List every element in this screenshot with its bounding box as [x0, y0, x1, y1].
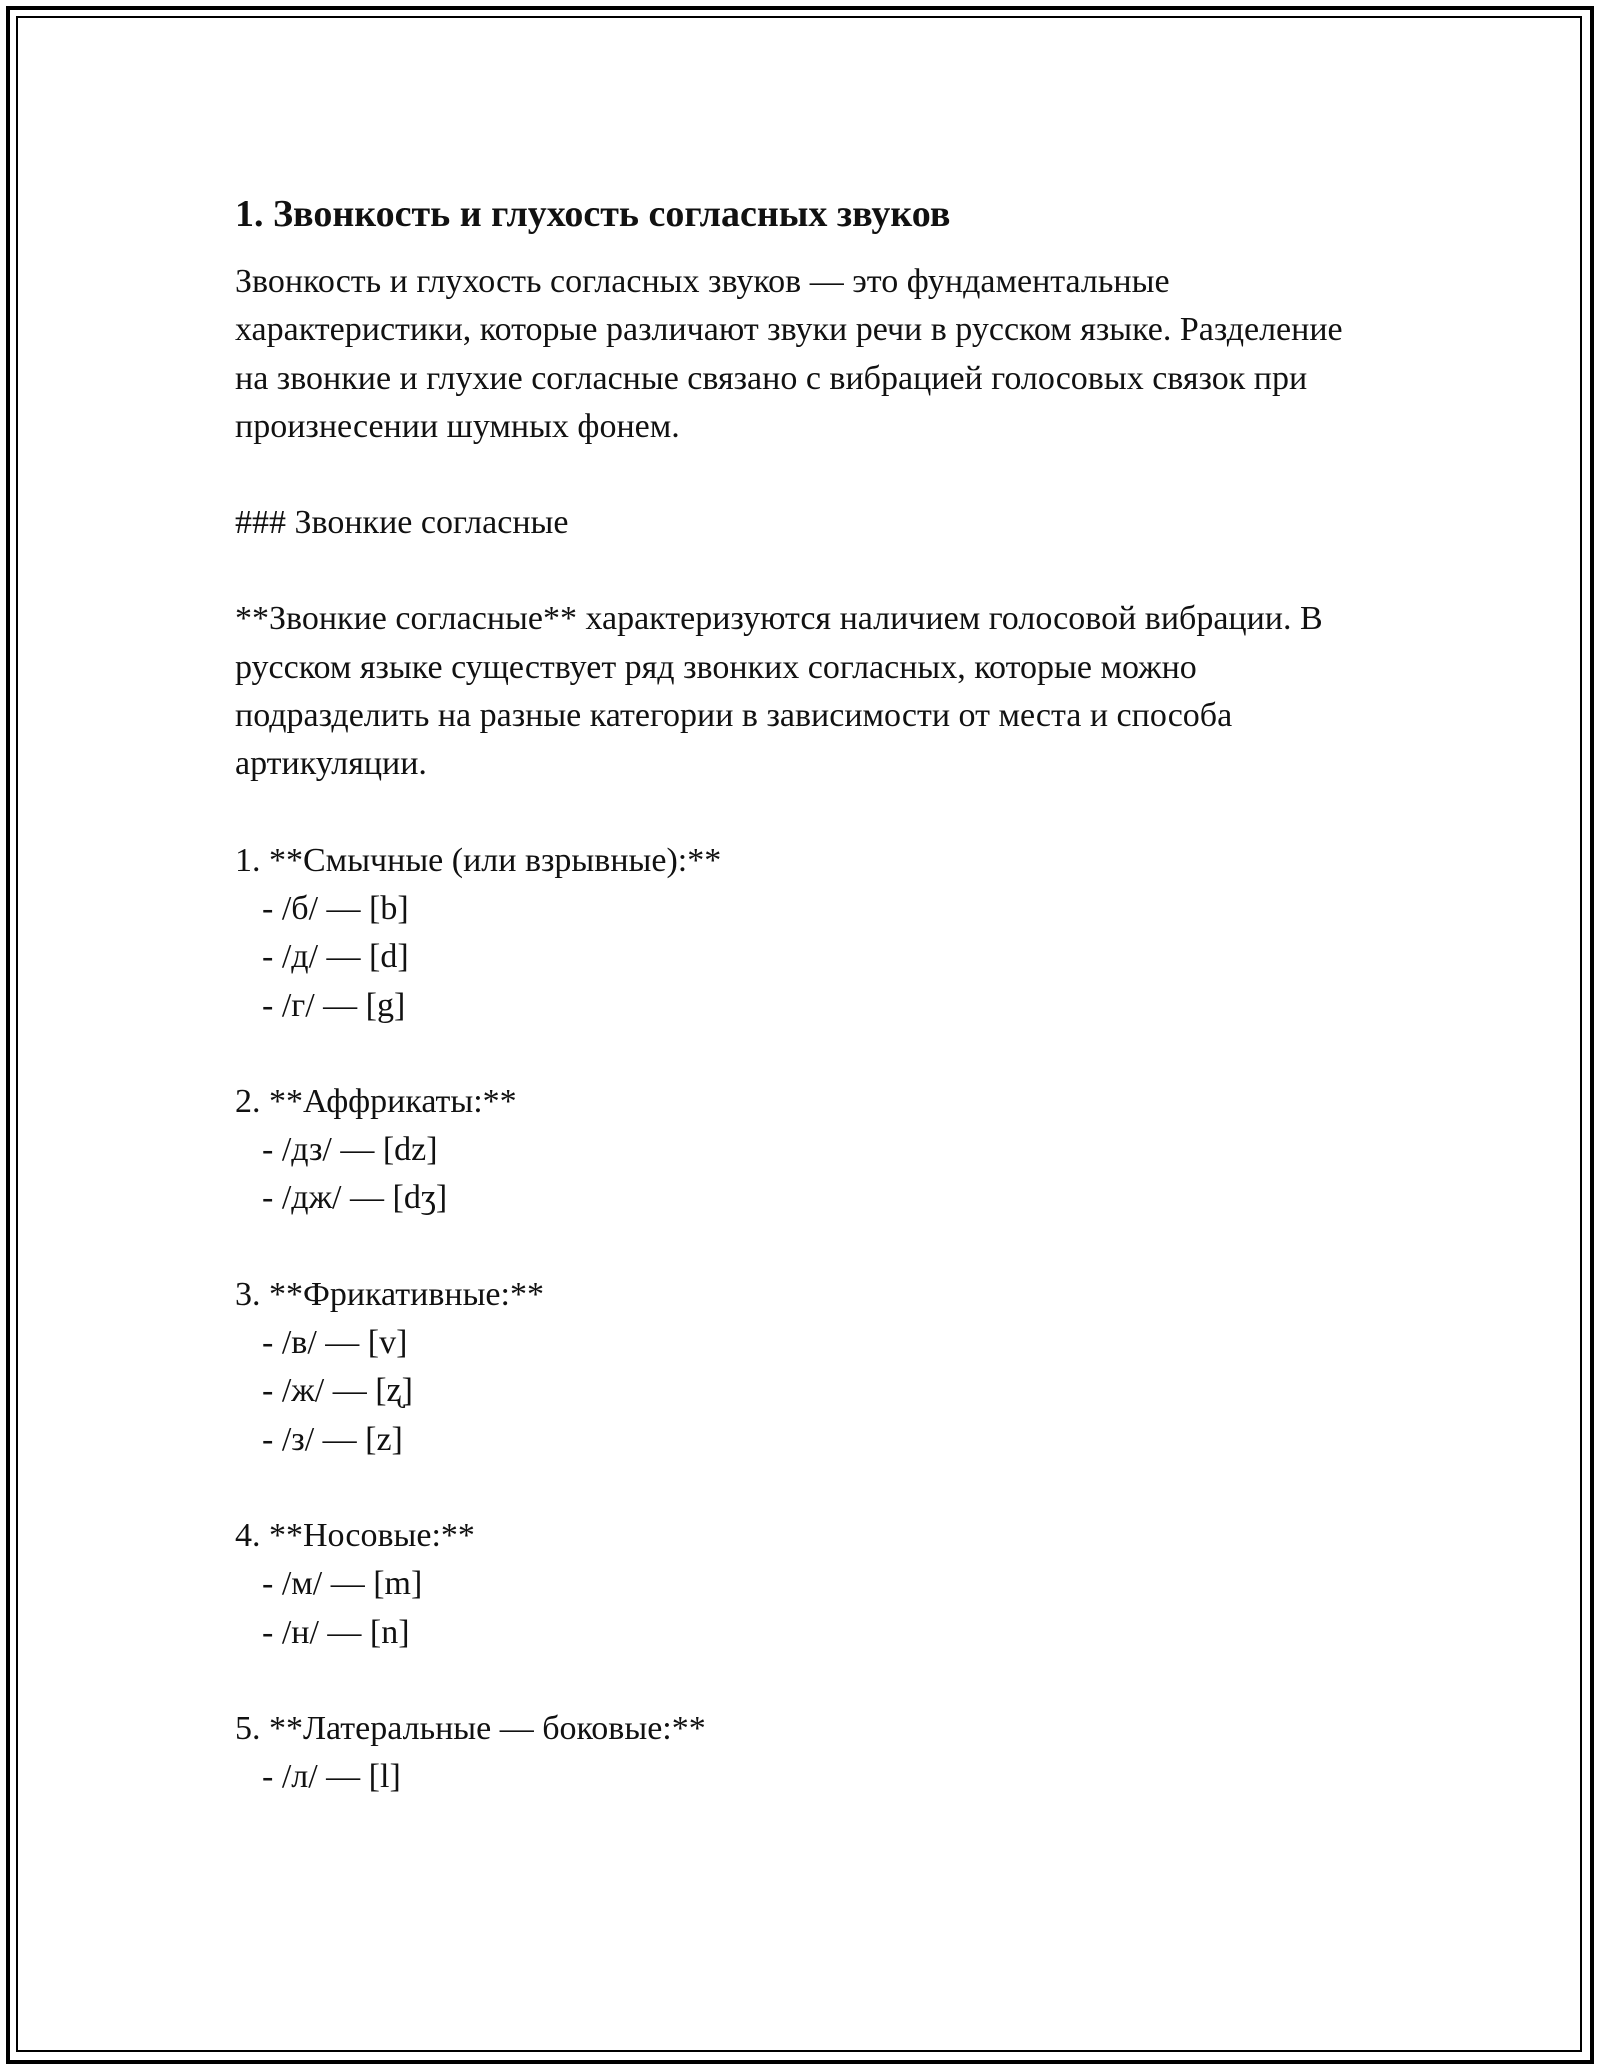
list-item: - /м/ — [m]	[262, 1565, 423, 1603]
list-item: - /н/ — [n]	[262, 1613, 410, 1651]
list-item: - /з/ — [z]	[262, 1420, 403, 1458]
list-item: - /дз/ — [dz]	[262, 1131, 438, 1169]
category-fricatives	[235, 1271, 1375, 1464]
list-item: - /ж/ — [ʐ]	[262, 1372, 413, 1410]
category-stops	[235, 837, 1375, 1030]
document-body	[235, 186, 1375, 1801]
category-heading: 4. **Носовые:**	[235, 1516, 475, 1554]
category-affricates	[235, 1078, 1375, 1223]
list-item: - /дж/ — [dʒ]	[262, 1179, 448, 1217]
list-item: - /л/ — [l]	[262, 1758, 401, 1796]
list-item: - /в/ — [v]	[262, 1324, 408, 1362]
list-item: - /д/ — [d]	[262, 938, 409, 976]
intro-paragraph: Звонкость и глухость согласных звуков — это фундаментальные характеристики, которые различают звуки речи в русском языке. Разделение на звонкие и глухие согласные связано с вибрацией голосовых связок при произнесении шумных фонем.	[235, 263, 1343, 445]
category-heading: 3. **Фрикативные:**	[235, 1275, 544, 1313]
voiced-consonants-paragraph: **Звонкие согласные** характеризуются наличием голосовой вибрации. В русском языке существует ряд звонких согласных, которые можно подразделить на разные категории в зависимости от места и способа артикуляции.	[235, 600, 1323, 783]
list-item: - /б/ — [b]	[262, 889, 409, 927]
category-nasals	[235, 1512, 1375, 1657]
category-heading: 5. **Латеральные — боковые:**	[235, 1709, 706, 1747]
section-subheading: ### Звонкие согласные	[235, 504, 569, 542]
category-heading: 2. **Аффрикаты:**	[235, 1082, 517, 1120]
document-title: 1. Звонкость и глухость согласных звуков	[235, 193, 951, 235]
category-heading: 1. **Смычные (или взрывные):**	[235, 841, 722, 879]
category-laterals	[235, 1705, 1375, 1802]
list-item: - /г/ — [g]	[262, 986, 406, 1024]
